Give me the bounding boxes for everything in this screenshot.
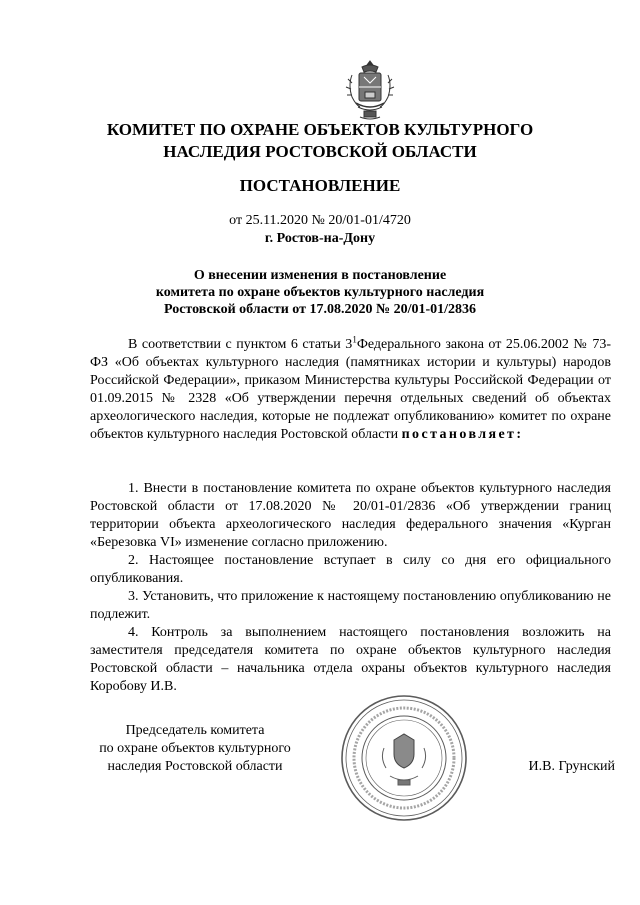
- organization-name: [60, 119, 580, 163]
- signatory-name: И.В. Грунский: [528, 759, 615, 774]
- preamble-paragraph: [90, 336, 611, 444]
- document-city: г. Ростов-на-Дону: [264, 231, 376, 246]
- org-line-1: КОМИТЕТ ПО ОХРАНЕ ОБЪЕКТОВ КУЛЬТУРНОГО: [106, 120, 534, 139]
- subject-line-2: комитета по охране объектов культурного наследия: [155, 285, 485, 300]
- position-line-3: наследия Ростовской области: [107, 759, 283, 774]
- official-seal-stamp: [338, 692, 470, 824]
- preamble-text-a: В соответствии с пунктом 6 статьи 3: [128, 337, 353, 352]
- subject-line-3: Ростовской области от 17.08.2020 № 20/01-01/2836: [163, 302, 477, 317]
- article-superscript: 1: [352, 334, 357, 345]
- signatory-position: [80, 722, 310, 776]
- decree-item-1: 1. Внести в постановление комитета по охране объектов культурного наследия Ростовской области от 17.08.2020 № 20/01-01/2836 «Об утверждении границ территории объекта археологического наследия федерального значения «Курган «Березовка VI» изменение согласно приложению.: [90, 481, 611, 550]
- decree-item-2: 2. Настоящее постановление вступает в силу со дня его официального опубликования.: [90, 553, 611, 586]
- document-subject: [120, 267, 520, 318]
- decree-item-3: 3. Установить, что приложение к настоящему постановлению опубликованию не подлежит.: [90, 589, 611, 622]
- preamble-text-b: Федерального закона от 25.06.2002 № 73-ФЗ «Об объектах культурного наследия (памятниках истории и культуры) народов Российской Федерации», приказом Министерства культуры Российской Федерации от 01.09.2015 № 2328 «Об утверждении перечня отдельных сведений об объектах археологического наследия, которые не подлежат опубликованию» комитет по охране объектов культурного наследия Ростовской области: [90, 337, 611, 442]
- position-line-2: по охране объектов культурного: [99, 741, 291, 756]
- subject-line-1: О внесении изменения в постановление: [193, 268, 447, 283]
- document-date-number: от 25.11.2020 № 20/01-01/4720: [229, 213, 411, 228]
- decree-word: постановляет:: [401, 427, 524, 442]
- position-line-1: Председатель комитета: [125, 723, 265, 738]
- coat-of-arms-emblem: [344, 57, 396, 123]
- decree-items: [90, 480, 611, 696]
- org-line-2: НАСЛЕДИЯ РОСТОВСКОЙ ОБЛАСТИ: [163, 142, 477, 161]
- document-type: ПОСТАНОВЛЕНИЕ: [239, 176, 401, 195]
- decree-item-4: 4. Контроль за выполнением настоящего постановления возложить на заместителя председателя комитета по охране объектов культурного наследия Ростовской области – начальника отдела охраны объектов культурного наследия Коробову И.В.: [90, 625, 611, 694]
